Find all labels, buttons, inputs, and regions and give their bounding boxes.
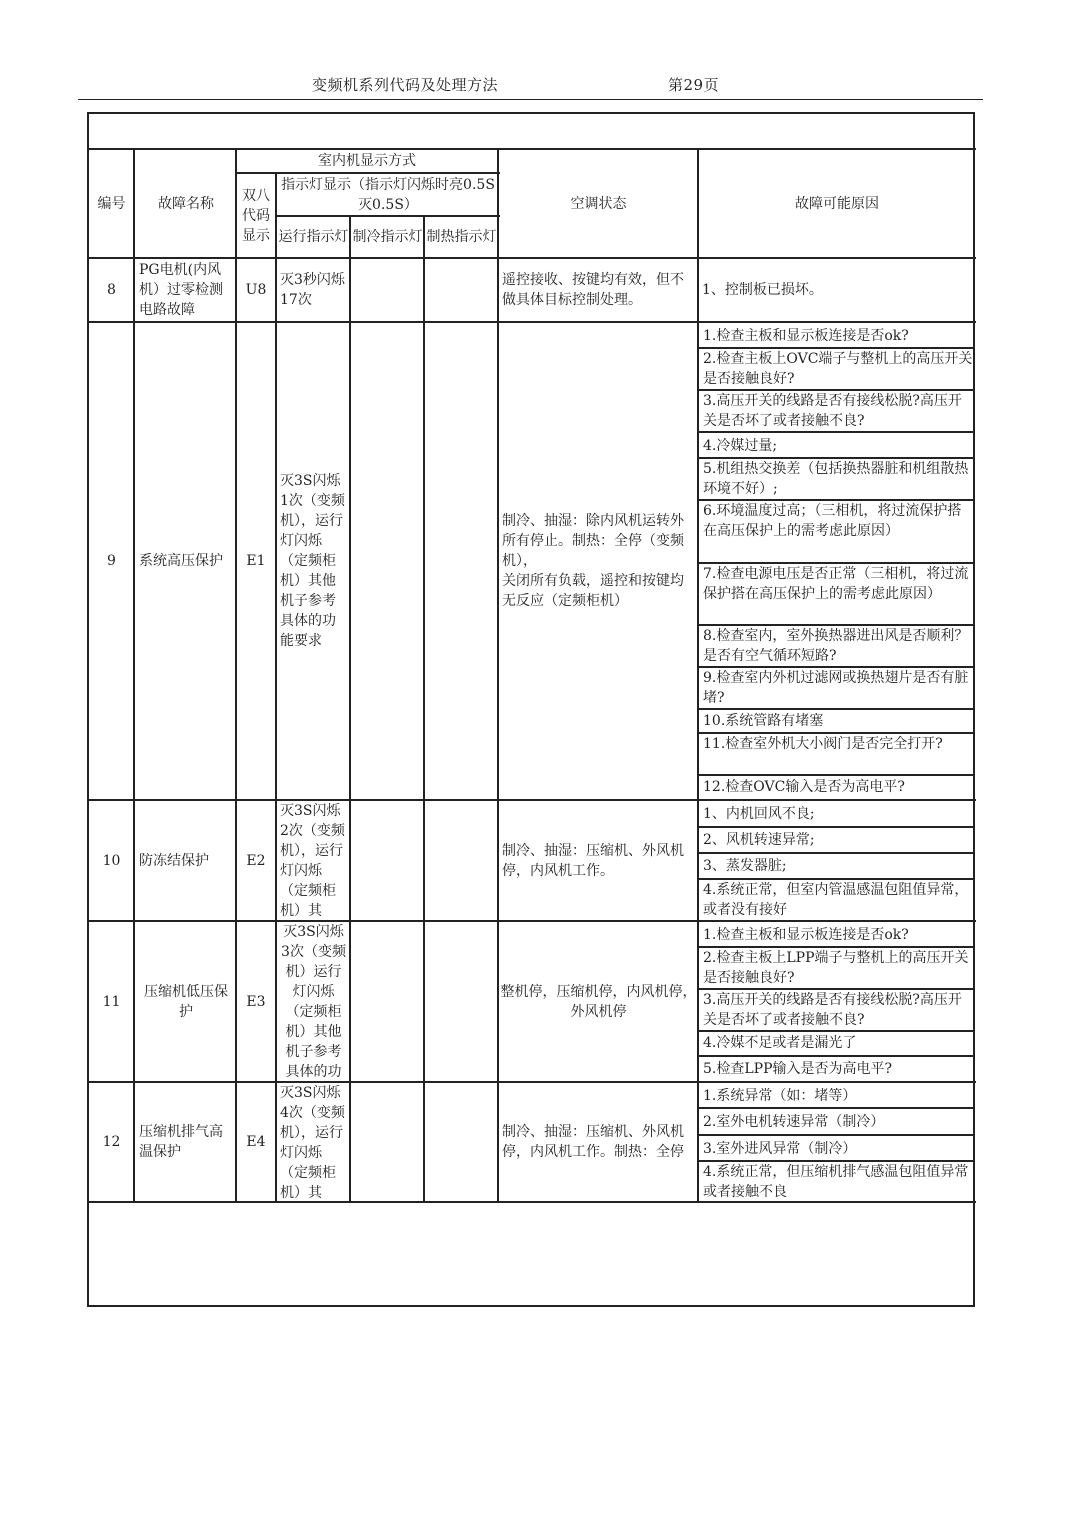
- row-11-name: 压缩机低压保护: [144, 983, 228, 1020]
- row-10-cause-1: 1、内机回风不良;: [703, 806, 815, 822]
- row-10-cause-rule-2: [699, 852, 975, 854]
- row-9-no: 9: [107, 553, 116, 569]
- row-11-cause-1: 1.检查主板和显示板连接是否ok?: [703, 927, 909, 943]
- row-10-name: 防冻结保护: [139, 852, 209, 869]
- col-header-causes: 故障可能原因: [795, 195, 879, 212]
- col-header-name: 故障名称: [158, 195, 214, 212]
- row-9-cause-rule-11: [699, 774, 975, 776]
- document-title: 变频机系列代码及处理方法: [312, 76, 499, 94]
- col-rule-status: [697, 148, 699, 1203]
- row-8-no: 8: [107, 282, 116, 298]
- col-rule-run: [349, 215, 351, 1203]
- row-8-name: PG电机(内风机）过零检测电路故障: [139, 262, 223, 318]
- row-9-cause-rule-9: [699, 708, 975, 710]
- row-10-cause-4: 4.系统正常，但室内管温感温包阻值异常，或者没有接好: [703, 882, 969, 918]
- col-rule-heat: [497, 148, 499, 1203]
- row-12-cause-rule-2: [699, 1134, 975, 1136]
- row-10-code: E2: [246, 852, 266, 869]
- col-rule-code: [275, 172, 277, 1203]
- row-9-cause-6: 6.环境温度过高；（三相机，将过流保护搭在高压保护上的需考虑此原因）: [703, 503, 962, 539]
- col-header-cool-light: 制冷指示灯: [352, 229, 423, 245]
- row-12-name: 压缩机排气高温保护: [139, 1124, 223, 1160]
- row-9-cause-7: 7.检查电源电压是否正常（三相机，将过流保护搭在高压保护上的需考虑此原因）: [703, 566, 969, 602]
- row-10-status: 制冷、抽湿：压缩机、外风机停，内风机工作。: [502, 842, 684, 879]
- row-9-cause-rule-3: [699, 431, 975, 433]
- row-12-cause-3: 3.室外进风异常（制冷）: [703, 1141, 857, 1157]
- row-11-cause-rule-4: [699, 1055, 975, 1057]
- row-11-no: 11: [102, 993, 121, 1010]
- row-10-run-light: 灭3S闪烁2次（变频机），运行灯闪烁（定频柜机）其: [280, 803, 345, 919]
- row-10-cause-rule-1: [699, 826, 975, 828]
- col-header-indicator: 指示灯显示（指示灯闪烁时亮0.5S灭0.5S）: [281, 177, 495, 213]
- row-9-cause-1: 1.检查主板和显示板连接是否ok?: [703, 328, 909, 344]
- col-rule-no: [133, 148, 135, 1203]
- row-11-cause-4: 4.冷媒不足或者是漏光了: [703, 1035, 857, 1051]
- row-11-run-light: 灭3S闪烁3次（变频机）运行灯闪烁（定频柜机）其他机子参考具体的功: [281, 924, 346, 1080]
- col-header-heat-light: 制热指示灯: [426, 229, 497, 245]
- row-9-code: E1: [246, 553, 266, 569]
- row-11-cause-3: 3.高压开关的线路是否有接线松脱?高压开关是否坏了或者接触不良?: [703, 992, 962, 1028]
- row-12-cause-1: 1.系统异常（如：堵等）: [703, 1088, 857, 1104]
- row-12-status: 制冷、抽湿：压缩机、外风机停，内风机工作。制热：全停: [502, 1124, 684, 1160]
- row-12-cause-rule-1: [699, 1107, 975, 1109]
- row-9-cause-2: 2.检查主板上OVC端子与整机上的高压开关是否接触良好?: [703, 351, 973, 387]
- row-9-cause-10: 10.系统管路有堵塞: [703, 713, 824, 729]
- page-number: 第29页: [668, 76, 720, 94]
- row-11-cause-5: 5.检查LPP输入是否为高电平?: [703, 1061, 892, 1077]
- col-rule-cool: [423, 215, 425, 1203]
- row-9-cause-3: 3.高压开关的线路是否有接线松脱?高压开关是否坏了或者接触不良?: [703, 393, 962, 429]
- row-12-code: E4: [246, 1134, 266, 1150]
- row-9-name: 系统高压保护: [139, 553, 223, 569]
- row-10-cause-2: 2、风机转速异常;: [703, 832, 815, 848]
- row-10-no: 10: [102, 852, 121, 869]
- row-11-cause-2: 2.检查主板上LPP端子与整机上的高压开关是否接触良好?: [703, 950, 969, 986]
- row-10-cause-3: 3、蒸发器脏;: [703, 858, 787, 874]
- col-header-indoor-display: 室内机显示方式: [318, 153, 416, 169]
- row-8-status: 遥控接收、按键均有效，但不做具体目标控制处理。: [502, 272, 684, 308]
- row-8-cause-1: 1、控制板已损坏。: [702, 282, 823, 298]
- row-8-code: U8: [245, 282, 267, 298]
- row-9-status: 制冷、抽湿：除内风机运转外所有停止。制热：全停（变频机）， 关闭所有负载，遥控和按键均无反应（定频柜机）: [502, 513, 684, 609]
- row-8-run-light: 灭3秒闪烁17次: [280, 272, 345, 308]
- col-header-dual-code: 双八代码显示: [242, 188, 270, 244]
- row-9-cause-11: 11.检查室外机大小阀门是否完全打开?: [703, 736, 943, 752]
- row-9-cause-12: 12.检查OVC输入是否为高电平?: [703, 779, 905, 795]
- row-9-cause-8: 8.检查室内，室外换热器进出风是否顺利？是否有空气循环短路?: [703, 628, 969, 664]
- row-9-cause-4: 4.冷媒过量;: [703, 438, 778, 454]
- row-9-run-light: 灭3S闪烁1次（变频机），运行灯闪烁（定频柜机）其他机子参考具体的功能要求: [280, 473, 345, 649]
- row-11-cause-rule-3: [699, 1030, 975, 1032]
- row-11-status: 整机停，压缩机停，内风机停，外风机停: [500, 983, 697, 1020]
- col-header-ac-status: 空调状态: [570, 195, 627, 212]
- row-12-cause-2: 2.室外电机转速异常（制冷）: [703, 1114, 885, 1130]
- row-11-code: E3: [246, 993, 266, 1010]
- row-12-no: 12: [102, 1134, 121, 1150]
- header-divider: [78, 99, 983, 100]
- col-header-no: 编号: [97, 195, 126, 212]
- row-12-cause-4: 4.系统正常，但压缩机排气感温包阻值异常或者接触不良: [703, 1164, 969, 1200]
- row-9-cause-9: 9.检查室内外机过滤网或换热翅片是否有脏堵?: [703, 670, 969, 706]
- row-9-cause-5: 5.机组热交换差（包括换热器脏和机组散热环境不好）;: [703, 461, 969, 497]
- col-header-run-light: 运行指示灯: [278, 229, 349, 245]
- row-12-run-light: 灭3S闪烁4次（变频机），运行灯闪烁（定频柜机）其: [280, 1085, 345, 1201]
